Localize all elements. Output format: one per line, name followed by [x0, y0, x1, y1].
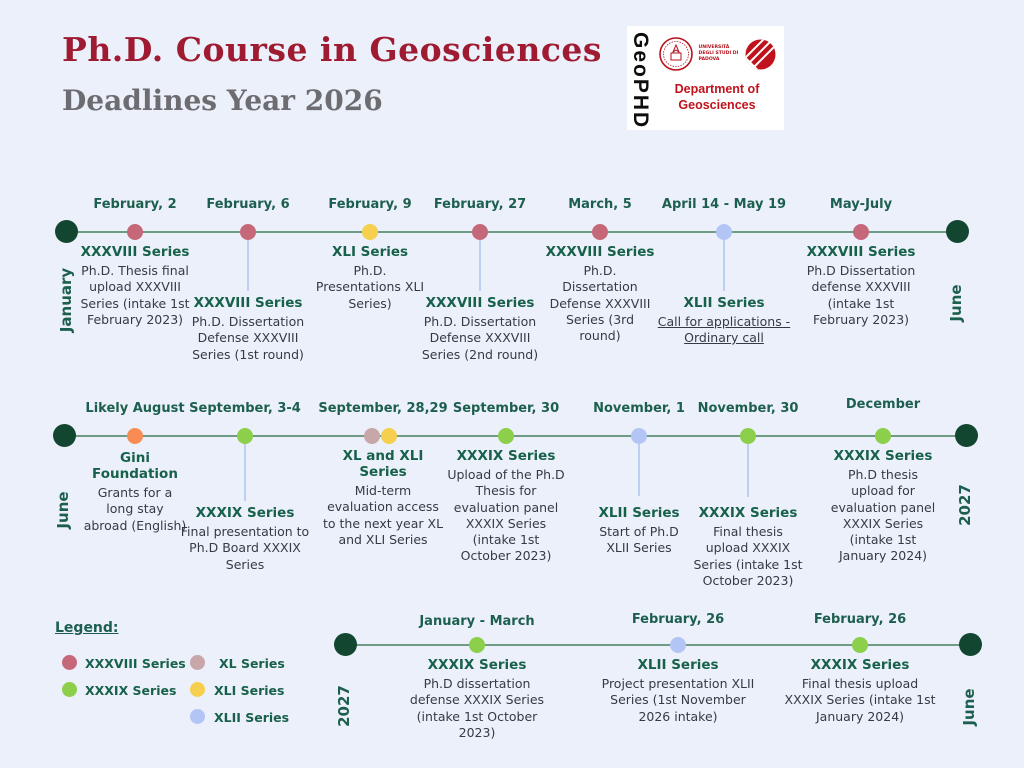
event-text — [412, 295, 548, 363]
event-dot — [362, 224, 378, 240]
event-date: January - March — [419, 614, 535, 629]
event-date: September, 30 — [452, 401, 560, 416]
timeline-2-line — [64, 435, 966, 437]
event-description: Upload of the Ph.D Thesis for evaluation panel XXXIX Series (intake 1st October 2023) — [447, 467, 565, 564]
event-series: XXXVIII Series — [80, 244, 190, 260]
university-seal-icon — [658, 36, 694, 72]
event-text — [72, 244, 198, 328]
timeline-2-end-label: 2027 — [956, 484, 974, 526]
event-dot — [127, 428, 143, 444]
event-connector — [247, 240, 249, 291]
university-name: UNIVERSITÀ DEGLI STUDI DI PADOVA — [698, 44, 739, 63]
event-text — [544, 244, 656, 344]
event-date: Likely August — [85, 401, 185, 416]
event-series: XXXVIII Series — [425, 295, 535, 311]
event-description: Call for applications - Ordinary call — [657, 314, 791, 346]
event-text — [802, 244, 920, 328]
event-series: XXXVIII Series — [545, 244, 655, 260]
geophd-logo-text: GeoPHD — [629, 32, 652, 130]
event-series: XXXIX Series — [427, 657, 527, 673]
event-dot — [875, 428, 891, 444]
event-date: May-July — [829, 197, 893, 212]
event-series: XLII Series — [637, 657, 719, 673]
event-text — [315, 244, 425, 312]
event-series: XLII Series — [683, 295, 765, 311]
event-connector — [479, 240, 481, 291]
timeline-2-end-dot — [955, 424, 978, 447]
event-description: Ph.D. Dissertation Defense XXXVIII Series (2nd round) — [421, 314, 539, 362]
event-description: Final thesis upload XXXIX Series (intake 1st January 2024) — [784, 676, 936, 724]
event-dot — [381, 428, 397, 444]
timeline-3-end-label: June — [960, 688, 978, 726]
event-dot — [853, 224, 869, 240]
event-dot — [237, 428, 253, 444]
page-title: Ph.D. Course in Geosciences — [62, 30, 603, 69]
event-date: September, 28,29 — [318, 401, 448, 416]
event-connector — [723, 240, 725, 291]
event-description: Ph.D. Thesis final upload XXXVIII Series (intake 1st February 2023) — [80, 263, 190, 327]
timeline-2-start-label: June — [54, 491, 72, 529]
legend-label: XLI Series — [214, 683, 285, 698]
event-connector — [244, 444, 246, 501]
timeline-3-start-label: 2027 — [335, 685, 353, 727]
legend-dot-xli — [190, 682, 205, 697]
legend-dot-xlii — [190, 709, 205, 724]
event-series: XXXIX Series — [195, 505, 295, 521]
event-series: XXXIX Series — [456, 448, 556, 464]
event-date: March, 5 — [568, 197, 632, 212]
event-text — [600, 657, 756, 725]
event-dot — [364, 428, 380, 444]
event-text — [404, 657, 550, 741]
legend-label: XXXVIII Series — [85, 656, 186, 671]
event-text — [447, 448, 565, 565]
event-date: November, 1 — [593, 401, 685, 416]
event-text — [693, 505, 803, 589]
event-text — [83, 450, 187, 534]
timeline-1-end-dot — [946, 220, 969, 243]
event-description: Grants for a long stay abroad (English) — [83, 485, 187, 533]
event-dot — [592, 224, 608, 240]
legend-title: Legend: — [55, 620, 119, 636]
event-date: February, 6 — [206, 197, 290, 212]
geosciences-logo-icon — [744, 38, 777, 71]
event-dot — [240, 224, 256, 240]
event-series: XLII Series — [598, 505, 680, 521]
event-date: December — [845, 397, 921, 412]
event-dot — [670, 637, 686, 653]
event-dot — [631, 428, 647, 444]
event-description: Mid-term evaluation access to the next year XL and XLI Series — [322, 483, 444, 547]
department-label: Department of Geosciences — [674, 82, 760, 113]
event-text — [829, 448, 937, 565]
event-series: XXXVIII Series — [806, 244, 916, 260]
legend-dot-xxxix — [62, 682, 77, 697]
timeline-1-end-label: June — [947, 284, 965, 322]
event-series: XL and XLI Series — [342, 448, 424, 480]
event-text — [781, 657, 939, 725]
event-description: Start of Ph.D XLII Series — [599, 524, 679, 556]
event-dot — [498, 428, 514, 444]
event-series: XXXIX Series — [833, 448, 933, 464]
event-description: Ph.D. Presentations XLI Series) — [315, 263, 425, 311]
event-description: Ph.D thesis upload for evaluation panel XXXIX Series (intake 1st January 2024) — [830, 467, 936, 564]
event-date: April 14 - May 19 — [661, 197, 787, 212]
timeline-2-start-dot — [53, 424, 76, 447]
event-series: XXXIX Series — [810, 657, 910, 673]
timeline-1-line — [66, 231, 957, 233]
event-dot — [716, 224, 732, 240]
event-date: February, 26 — [813, 612, 907, 627]
event-series: XLI Series — [331, 244, 409, 260]
event-series: XXXIX Series — [698, 505, 798, 521]
event-description: Ph.D. Dissertation Defense XXXVIII Series (1st round) — [191, 314, 305, 362]
event-dot — [852, 637, 868, 653]
event-text — [179, 505, 311, 573]
timeline-1-start-label: January — [57, 267, 75, 333]
event-dot — [740, 428, 756, 444]
event-date: February, 2 — [93, 197, 177, 212]
legend-dot-xxxviii — [62, 655, 77, 670]
event-dot — [127, 224, 143, 240]
event-series: Gini Foundation — [92, 450, 178, 482]
legend-label: XXXIX Series — [85, 683, 177, 698]
event-series: XXXVIII Series — [193, 295, 303, 311]
legend-dot-xl — [190, 655, 205, 670]
event-connector — [638, 444, 640, 496]
event-description: Ph.D. Dissertation Defense XXXVIII Series (3rd round) — [549, 263, 651, 343]
event-text — [587, 505, 691, 557]
event-description: Final thesis upload XXXIX Series (intake 1st October 2023) — [693, 524, 803, 588]
event-date: February, 27 — [433, 197, 527, 212]
event-date: February, 9 — [328, 197, 412, 212]
event-dot — [472, 224, 488, 240]
event-date: February, 26 — [631, 612, 725, 627]
timeline-1-start-dot — [55, 220, 78, 243]
event-text — [185, 295, 311, 363]
event-description: Final presentation to Ph.D Board XXXIX Series — [180, 524, 310, 572]
timeline-3-line — [345, 644, 970, 646]
event-date: November, 30 — [697, 401, 799, 416]
legend-label: XL Series — [219, 656, 285, 671]
event-dot — [469, 637, 485, 653]
page-subtitle: Deadlines Year 2026 — [62, 84, 383, 117]
event-description: Ph.D dissertation defense XXXIX Series (intake 1st October 2023) — [409, 676, 545, 740]
event-description: Project presentation XLII Series (1st November 2026 intake) — [601, 676, 755, 724]
event-connector — [747, 444, 749, 497]
event-text — [651, 295, 797, 347]
legend-label: XLII Series — [214, 710, 290, 725]
event-date: September, 3-4 — [189, 401, 301, 416]
event-text — [320, 448, 446, 548]
event-description: Ph.D Dissertation defense XXXVIII (intake 1st February 2023) — [806, 263, 916, 327]
logo — [627, 26, 784, 130]
